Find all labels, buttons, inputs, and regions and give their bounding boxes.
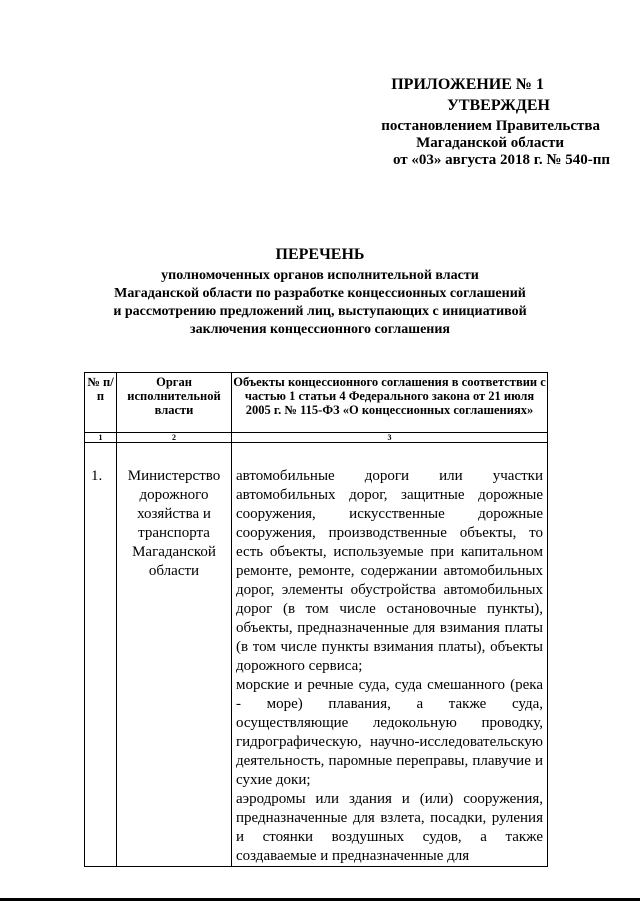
- approval-line-3: от «03» августа 2018 г. № 540-пп: [392, 152, 610, 168]
- approval-line-2: Магаданской области: [416, 135, 564, 151]
- document-subtitle-line: заключения концессионного соглашения: [189, 322, 451, 337]
- document-subtitle-line: и рассмотрению предложений лиц, выступающих с инициативой: [113, 304, 527, 319]
- object-paragraph: автомобильные дороги или участки автомобильных дорог, защитные дорожные сооружения, искусственные дорожные сооружения, производственные объекты, то есть объекты, используемые при капитальном ремонте, ремонте, содержании автомобильных дорог, элементы обустройства автомобильных дорог (в том числе остановочные пункты), объекты, предназначенные для взимания платы (в том числе пункты взимания платы), объекты дорожного сервиса;: [236, 468, 543, 674]
- col-number: 3: [232, 433, 548, 443]
- organs-table: [84, 372, 548, 867]
- table-header-row: [85, 373, 548, 433]
- col-number: 2: [117, 433, 232, 443]
- header-objects: Объекты концессионного соглашения в соответствии с частью 1 статьи 4 Федерального закона от 21 июля 2005 г. № 115-ФЗ «О концессионных соглашениях»: [232, 373, 548, 433]
- approved-label: УТВЕРЖДЕН: [447, 97, 550, 114]
- row-objects: [232, 443, 548, 867]
- page-edge: [0, 898, 640, 901]
- object-paragraph: аэродромы или здания и (или) сооружения, предназначенные для взлета, посадки, руления и стоянки воздушных судов, а также создаваемые и предназначенные для: [236, 791, 543, 864]
- col-number: 1: [85, 433, 117, 443]
- header-organ: Орган исполнительной власти: [117, 373, 232, 433]
- approval-line-1: постановлением Правительства: [381, 118, 600, 134]
- document-subtitle-line: уполномоченных органов исполнительной власти: [161, 268, 479, 283]
- appendix-label: ПРИЛОЖЕНИЕ № 1: [391, 76, 544, 93]
- object-paragraph: морские и речные суда, суда смешанного (река - море) плавания, а также суда, осуществляющие ледокольную проводку, гидрографическую, научно-исследовательскую деятельность, паромные переправы, плавучие и сухие доки;: [236, 677, 543, 788]
- table-row: [85, 443, 548, 867]
- row-organ: Министерство дорожного хозяйства и транспорта Магаданской области: [117, 443, 232, 867]
- row-number: 1.: [85, 443, 117, 867]
- document-subtitle-line: Магаданской области по разработке концессионных соглашений: [114, 286, 526, 301]
- document-title: ПЕРЕЧЕНЬ: [275, 246, 365, 263]
- header-num: № п/п: [85, 373, 117, 433]
- column-numbers-row: [85, 433, 548, 443]
